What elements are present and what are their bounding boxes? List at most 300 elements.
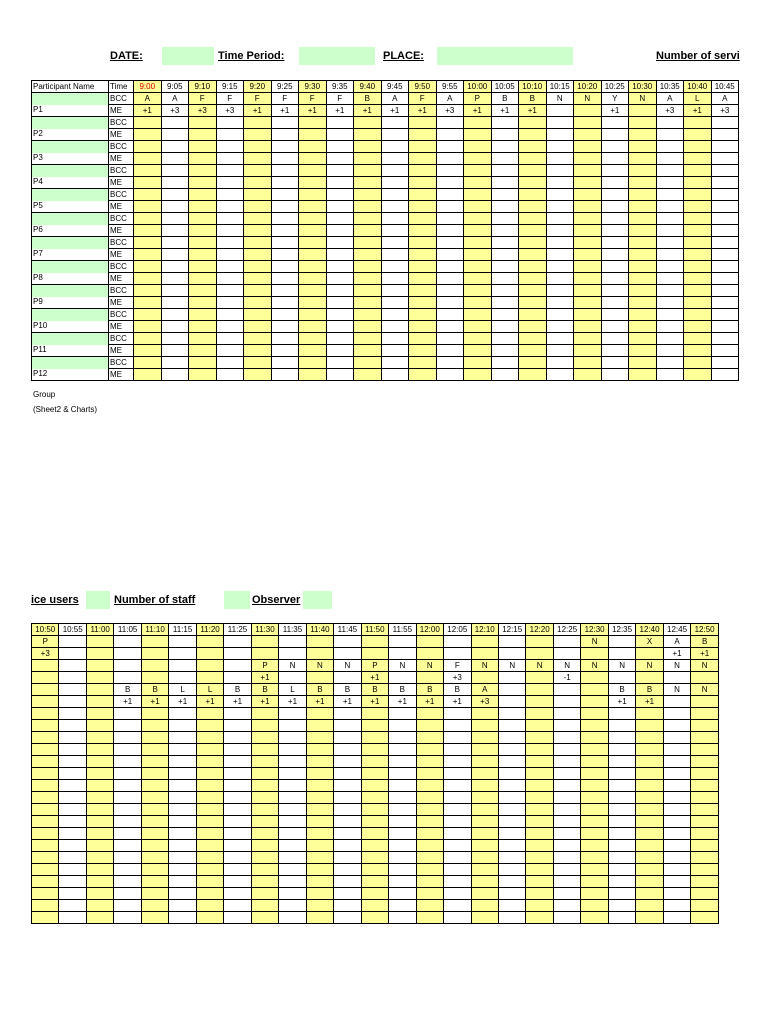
bcc-cell[interactable]: F bbox=[271, 93, 299, 105]
bcc-cell[interactable] bbox=[711, 165, 739, 177]
bcc-cell[interactable]: F bbox=[444, 660, 471, 672]
bcc-cell[interactable] bbox=[608, 636, 635, 648]
bcc-cell[interactable] bbox=[436, 285, 464, 297]
me-cell[interactable] bbox=[141, 912, 168, 924]
bcc-cell[interactable] bbox=[32, 780, 59, 792]
bcc-cell[interactable] bbox=[574, 213, 602, 225]
bcc-cell[interactable] bbox=[354, 165, 382, 177]
me-cell[interactable] bbox=[86, 744, 113, 756]
bcc-cell[interactable] bbox=[271, 261, 299, 273]
bcc-cell[interactable]: P bbox=[464, 93, 492, 105]
bcc-cell[interactable] bbox=[216, 309, 244, 321]
bcc-cell[interactable] bbox=[59, 852, 86, 864]
me-cell[interactable] bbox=[656, 297, 684, 309]
me-cell[interactable] bbox=[141, 720, 168, 732]
bcc-cell[interactable] bbox=[32, 876, 59, 888]
bcc-cell[interactable] bbox=[224, 876, 251, 888]
bcc-cell[interactable] bbox=[416, 636, 443, 648]
me-cell[interactable] bbox=[334, 672, 361, 684]
bcc-cell[interactable] bbox=[464, 117, 492, 129]
bcc-cell[interactable] bbox=[436, 309, 464, 321]
me-cell[interactable] bbox=[629, 225, 657, 237]
me-cell[interactable] bbox=[526, 888, 553, 900]
me-cell[interactable] bbox=[574, 345, 602, 357]
bcc-cell[interactable] bbox=[601, 285, 629, 297]
me-cell[interactable] bbox=[436, 345, 464, 357]
bcc-cell[interactable]: B bbox=[636, 684, 663, 696]
bcc-cell[interactable] bbox=[436, 165, 464, 177]
me-cell[interactable] bbox=[608, 648, 635, 660]
me-cell[interactable] bbox=[629, 273, 657, 285]
me-cell[interactable] bbox=[216, 273, 244, 285]
me-cell[interactable]: +1 bbox=[663, 648, 690, 660]
bcc-cell[interactable] bbox=[216, 285, 244, 297]
participant-name-input[interactable] bbox=[32, 333, 109, 345]
bcc-cell[interactable] bbox=[354, 189, 382, 201]
bcc-cell[interactable]: B bbox=[389, 684, 416, 696]
bcc-cell[interactable] bbox=[354, 213, 382, 225]
bcc-cell[interactable] bbox=[32, 708, 59, 720]
bcc-cell[interactable] bbox=[519, 165, 547, 177]
bcc-cell[interactable] bbox=[471, 876, 498, 888]
bcc-cell[interactable] bbox=[169, 900, 196, 912]
me-cell[interactable] bbox=[189, 321, 217, 333]
bcc-cell[interactable] bbox=[464, 333, 492, 345]
me-cell[interactable] bbox=[169, 768, 196, 780]
me-cell[interactable] bbox=[196, 672, 223, 684]
bcc-cell[interactable] bbox=[416, 756, 443, 768]
me-cell[interactable] bbox=[59, 888, 86, 900]
bcc-cell[interactable] bbox=[553, 636, 580, 648]
me-cell[interactable] bbox=[526, 720, 553, 732]
bcc-cell[interactable] bbox=[306, 876, 333, 888]
me-cell[interactable] bbox=[59, 768, 86, 780]
bcc-cell[interactable] bbox=[271, 213, 299, 225]
bcc-cell[interactable] bbox=[216, 117, 244, 129]
me-cell[interactable] bbox=[381, 249, 409, 261]
bcc-cell[interactable] bbox=[663, 780, 690, 792]
me-cell[interactable] bbox=[409, 321, 437, 333]
bcc-cell[interactable] bbox=[546, 357, 574, 369]
bcc-cell[interactable] bbox=[389, 780, 416, 792]
bcc-cell[interactable]: F bbox=[244, 93, 272, 105]
bcc-cell[interactable] bbox=[216, 261, 244, 273]
bcc-cell[interactable] bbox=[306, 756, 333, 768]
me-cell[interactable] bbox=[306, 672, 333, 684]
bcc-cell[interactable] bbox=[216, 141, 244, 153]
bcc-cell[interactable] bbox=[416, 732, 443, 744]
bcc-cell[interactable] bbox=[691, 732, 719, 744]
bcc-cell[interactable] bbox=[279, 852, 306, 864]
me-cell[interactable] bbox=[196, 648, 223, 660]
bcc-cell[interactable]: L bbox=[279, 684, 306, 696]
me-cell[interactable]: +1 bbox=[519, 105, 547, 117]
bcc-cell[interactable] bbox=[334, 876, 361, 888]
me-cell[interactable]: +1 bbox=[361, 672, 388, 684]
me-cell[interactable] bbox=[553, 792, 580, 804]
bcc-cell[interactable]: Y bbox=[601, 93, 629, 105]
bcc-cell[interactable] bbox=[381, 309, 409, 321]
bcc-cell[interactable]: B bbox=[416, 684, 443, 696]
me-cell[interactable] bbox=[546, 153, 574, 165]
me-cell[interactable] bbox=[161, 177, 189, 189]
me-cell[interactable] bbox=[189, 249, 217, 261]
me-cell[interactable] bbox=[196, 744, 223, 756]
participant-name-input[interactable] bbox=[32, 237, 109, 249]
me-cell[interactable] bbox=[546, 129, 574, 141]
bcc-cell[interactable]: B bbox=[361, 684, 388, 696]
bcc-cell[interactable] bbox=[381, 213, 409, 225]
me-cell[interactable] bbox=[306, 720, 333, 732]
me-cell[interactable] bbox=[519, 153, 547, 165]
me-cell[interactable] bbox=[444, 744, 471, 756]
bcc-cell[interactable] bbox=[498, 708, 525, 720]
me-cell[interactable] bbox=[354, 273, 382, 285]
me-cell[interactable] bbox=[224, 672, 251, 684]
bcc-cell[interactable] bbox=[59, 804, 86, 816]
me-cell[interactable] bbox=[546, 273, 574, 285]
bcc-cell[interactable] bbox=[601, 333, 629, 345]
me-cell[interactable] bbox=[32, 816, 59, 828]
me-cell[interactable] bbox=[546, 201, 574, 213]
bcc-cell[interactable] bbox=[519, 357, 547, 369]
bcc-cell[interactable] bbox=[114, 732, 141, 744]
bcc-cell[interactable] bbox=[244, 333, 272, 345]
me-cell[interactable] bbox=[409, 249, 437, 261]
me-cell[interactable] bbox=[526, 840, 553, 852]
bcc-cell[interactable] bbox=[86, 900, 113, 912]
me-cell[interactable] bbox=[134, 129, 162, 141]
bcc-cell[interactable] bbox=[361, 828, 388, 840]
bcc-cell[interactable] bbox=[444, 732, 471, 744]
me-cell[interactable] bbox=[629, 345, 657, 357]
bcc-cell[interactable] bbox=[608, 828, 635, 840]
bcc-cell[interactable] bbox=[141, 876, 168, 888]
me-cell[interactable] bbox=[86, 696, 113, 708]
bcc-cell[interactable] bbox=[691, 780, 719, 792]
me-cell[interactable] bbox=[381, 321, 409, 333]
me-cell[interactable] bbox=[189, 225, 217, 237]
me-cell[interactable] bbox=[629, 201, 657, 213]
bcc-cell[interactable] bbox=[251, 876, 278, 888]
bcc-cell[interactable] bbox=[546, 213, 574, 225]
bcc-cell[interactable] bbox=[574, 309, 602, 321]
bcc-cell[interactable]: B bbox=[519, 93, 547, 105]
me-cell[interactable] bbox=[306, 912, 333, 924]
me-cell[interactable] bbox=[361, 888, 388, 900]
me-cell[interactable] bbox=[601, 201, 629, 213]
place-field[interactable] bbox=[437, 47, 573, 65]
me-cell[interactable] bbox=[32, 792, 59, 804]
bcc-cell[interactable] bbox=[464, 309, 492, 321]
bcc-cell[interactable] bbox=[711, 309, 739, 321]
bcc-cell[interactable] bbox=[574, 261, 602, 273]
me-cell[interactable] bbox=[409, 297, 437, 309]
bcc-cell[interactable] bbox=[59, 708, 86, 720]
bcc-cell[interactable] bbox=[663, 852, 690, 864]
me-cell[interactable] bbox=[196, 888, 223, 900]
bcc-cell[interactable] bbox=[581, 828, 608, 840]
bcc-cell[interactable] bbox=[636, 804, 663, 816]
me-cell[interactable] bbox=[409, 369, 437, 381]
bcc-cell[interactable] bbox=[491, 309, 519, 321]
me-cell[interactable] bbox=[711, 201, 739, 213]
bcc-cell[interactable] bbox=[409, 261, 437, 273]
me-cell[interactable] bbox=[224, 768, 251, 780]
bcc-cell[interactable]: N bbox=[608, 660, 635, 672]
bcc-cell[interactable] bbox=[224, 804, 251, 816]
bcc-cell[interactable]: N bbox=[663, 660, 690, 672]
me-cell[interactable] bbox=[711, 249, 739, 261]
me-cell[interactable] bbox=[416, 888, 443, 900]
me-cell[interactable] bbox=[169, 672, 196, 684]
me-cell[interactable] bbox=[244, 153, 272, 165]
bcc-cell[interactable] bbox=[498, 780, 525, 792]
me-cell[interactable] bbox=[663, 888, 690, 900]
me-cell[interactable] bbox=[416, 792, 443, 804]
me-cell[interactable] bbox=[299, 129, 327, 141]
me-cell[interactable] bbox=[581, 768, 608, 780]
bcc-cell[interactable] bbox=[32, 852, 59, 864]
me-cell[interactable] bbox=[279, 744, 306, 756]
bcc-cell[interactable] bbox=[381, 357, 409, 369]
bcc-cell[interactable] bbox=[444, 708, 471, 720]
me-cell[interactable] bbox=[299, 321, 327, 333]
me-cell[interactable] bbox=[444, 888, 471, 900]
bcc-cell[interactable] bbox=[251, 756, 278, 768]
me-cell[interactable] bbox=[141, 768, 168, 780]
bcc-cell[interactable] bbox=[326, 333, 354, 345]
bcc-cell[interactable] bbox=[279, 828, 306, 840]
me-cell[interactable]: +3 bbox=[444, 672, 471, 684]
me-cell[interactable] bbox=[526, 768, 553, 780]
bcc-cell[interactable] bbox=[381, 237, 409, 249]
bcc-cell[interactable]: N bbox=[581, 636, 608, 648]
bcc-cell[interactable] bbox=[134, 141, 162, 153]
me-cell[interactable] bbox=[519, 129, 547, 141]
me-cell[interactable] bbox=[409, 129, 437, 141]
me-cell[interactable] bbox=[574, 153, 602, 165]
me-cell[interactable]: +1 bbox=[141, 696, 168, 708]
bcc-cell[interactable] bbox=[546, 309, 574, 321]
bcc-cell[interactable] bbox=[306, 852, 333, 864]
me-cell[interactable] bbox=[436, 153, 464, 165]
bcc-cell[interactable] bbox=[409, 357, 437, 369]
bcc-cell[interactable] bbox=[471, 732, 498, 744]
bcc-cell[interactable] bbox=[636, 828, 663, 840]
bcc-cell[interactable] bbox=[189, 237, 217, 249]
bcc-cell[interactable] bbox=[32, 756, 59, 768]
bcc-cell[interactable] bbox=[691, 708, 719, 720]
bcc-cell[interactable] bbox=[656, 309, 684, 321]
me-cell[interactable] bbox=[684, 321, 712, 333]
bcc-cell[interactable] bbox=[271, 165, 299, 177]
bcc-cell[interactable] bbox=[161, 333, 189, 345]
me-cell[interactable] bbox=[251, 864, 278, 876]
bcc-cell[interactable] bbox=[169, 852, 196, 864]
me-cell[interactable] bbox=[244, 369, 272, 381]
bcc-cell[interactable] bbox=[86, 876, 113, 888]
bcc-cell[interactable] bbox=[574, 285, 602, 297]
bcc-cell[interactable] bbox=[656, 117, 684, 129]
me-cell[interactable] bbox=[553, 744, 580, 756]
me-cell[interactable] bbox=[161, 249, 189, 261]
me-cell[interactable] bbox=[444, 648, 471, 660]
bcc-cell[interactable] bbox=[334, 732, 361, 744]
bcc-cell[interactable] bbox=[134, 261, 162, 273]
bcc-cell[interactable] bbox=[711, 261, 739, 273]
bcc-cell[interactable]: F bbox=[216, 93, 244, 105]
me-cell[interactable]: +1 bbox=[464, 105, 492, 117]
me-cell[interactable] bbox=[306, 816, 333, 828]
me-cell[interactable] bbox=[196, 792, 223, 804]
bcc-cell[interactable]: N bbox=[546, 93, 574, 105]
me-cell[interactable] bbox=[498, 864, 525, 876]
bcc-cell[interactable] bbox=[444, 780, 471, 792]
me-cell[interactable] bbox=[444, 768, 471, 780]
bcc-cell[interactable] bbox=[464, 189, 492, 201]
me-cell[interactable] bbox=[271, 129, 299, 141]
bcc-cell[interactable]: B bbox=[306, 684, 333, 696]
me-cell[interactable] bbox=[114, 888, 141, 900]
bcc-cell[interactable] bbox=[244, 261, 272, 273]
bcc-cell[interactable] bbox=[86, 780, 113, 792]
bcc-cell[interactable] bbox=[581, 780, 608, 792]
me-cell[interactable] bbox=[189, 177, 217, 189]
bcc-cell[interactable] bbox=[271, 309, 299, 321]
bcc-cell[interactable] bbox=[32, 828, 59, 840]
bcc-cell[interactable] bbox=[491, 213, 519, 225]
me-cell[interactable] bbox=[389, 840, 416, 852]
bcc-cell[interactable] bbox=[636, 756, 663, 768]
bcc-cell[interactable] bbox=[436, 261, 464, 273]
me-cell[interactable] bbox=[216, 201, 244, 213]
me-cell[interactable] bbox=[684, 249, 712, 261]
me-cell[interactable] bbox=[271, 345, 299, 357]
bcc-cell[interactable] bbox=[334, 780, 361, 792]
bcc-cell[interactable] bbox=[656, 261, 684, 273]
bcc-cell[interactable] bbox=[334, 852, 361, 864]
bcc-cell[interactable]: N bbox=[636, 660, 663, 672]
me-cell[interactable] bbox=[389, 720, 416, 732]
bcc-cell[interactable] bbox=[32, 900, 59, 912]
me-cell[interactable]: +3 bbox=[32, 648, 59, 660]
bcc-cell[interactable] bbox=[244, 141, 272, 153]
bcc-cell[interactable] bbox=[354, 237, 382, 249]
me-cell[interactable] bbox=[546, 177, 574, 189]
me-cell[interactable] bbox=[629, 129, 657, 141]
bcc-cell[interactable] bbox=[169, 804, 196, 816]
bcc-cell[interactable] bbox=[581, 732, 608, 744]
me-cell[interactable] bbox=[86, 768, 113, 780]
bcc-cell[interactable] bbox=[114, 828, 141, 840]
bcc-cell[interactable] bbox=[656, 165, 684, 177]
me-cell[interactable] bbox=[656, 321, 684, 333]
bcc-cell[interactable] bbox=[471, 780, 498, 792]
bcc-cell[interactable] bbox=[581, 804, 608, 816]
bcc-cell[interactable] bbox=[601, 237, 629, 249]
me-cell[interactable] bbox=[526, 864, 553, 876]
bcc-cell[interactable] bbox=[546, 117, 574, 129]
bcc-cell[interactable] bbox=[629, 189, 657, 201]
me-cell[interactable] bbox=[416, 768, 443, 780]
me-cell[interactable] bbox=[114, 792, 141, 804]
participant-name-input[interactable] bbox=[32, 189, 109, 201]
me-cell[interactable] bbox=[381, 297, 409, 309]
bcc-cell[interactable] bbox=[491, 333, 519, 345]
me-cell[interactable] bbox=[216, 129, 244, 141]
me-cell[interactable] bbox=[161, 153, 189, 165]
bcc-cell[interactable] bbox=[216, 333, 244, 345]
bcc-cell[interactable] bbox=[299, 333, 327, 345]
bcc-cell[interactable] bbox=[601, 213, 629, 225]
bcc-cell[interactable] bbox=[381, 333, 409, 345]
bcc-cell[interactable] bbox=[581, 684, 608, 696]
me-cell[interactable] bbox=[464, 273, 492, 285]
me-cell[interactable] bbox=[464, 249, 492, 261]
me-cell[interactable] bbox=[553, 888, 580, 900]
bcc-cell[interactable] bbox=[169, 708, 196, 720]
me-cell[interactable] bbox=[361, 744, 388, 756]
bcc-cell[interactable] bbox=[361, 852, 388, 864]
me-cell[interactable] bbox=[299, 297, 327, 309]
me-cell[interactable] bbox=[498, 768, 525, 780]
bcc-cell[interactable] bbox=[526, 636, 553, 648]
bcc-cell[interactable] bbox=[629, 285, 657, 297]
me-cell[interactable] bbox=[251, 816, 278, 828]
bcc-cell[interactable] bbox=[581, 852, 608, 864]
me-cell[interactable] bbox=[436, 225, 464, 237]
bcc-cell[interactable]: F bbox=[189, 93, 217, 105]
bcc-cell[interactable] bbox=[271, 141, 299, 153]
bcc-cell[interactable] bbox=[134, 333, 162, 345]
bcc-cell[interactable] bbox=[656, 189, 684, 201]
bcc-cell[interactable] bbox=[601, 141, 629, 153]
bcc-cell[interactable] bbox=[244, 357, 272, 369]
me-cell[interactable] bbox=[491, 249, 519, 261]
me-cell[interactable] bbox=[59, 648, 86, 660]
me-cell[interactable] bbox=[114, 720, 141, 732]
bcc-cell[interactable] bbox=[498, 636, 525, 648]
bcc-cell[interactable] bbox=[409, 189, 437, 201]
me-cell[interactable] bbox=[334, 864, 361, 876]
me-cell[interactable] bbox=[436, 129, 464, 141]
bcc-cell[interactable] bbox=[526, 780, 553, 792]
bcc-cell[interactable] bbox=[636, 708, 663, 720]
me-cell[interactable] bbox=[224, 648, 251, 660]
me-cell[interactable] bbox=[581, 672, 608, 684]
bcc-cell[interactable] bbox=[354, 141, 382, 153]
me-cell[interactable] bbox=[216, 321, 244, 333]
participant-name-input[interactable] bbox=[32, 309, 109, 321]
bcc-cell[interactable] bbox=[114, 900, 141, 912]
me-cell[interactable] bbox=[169, 648, 196, 660]
me-cell[interactable] bbox=[381, 177, 409, 189]
bcc-cell[interactable] bbox=[279, 804, 306, 816]
bcc-cell[interactable] bbox=[381, 165, 409, 177]
me-cell[interactable] bbox=[169, 744, 196, 756]
bcc-cell[interactable] bbox=[169, 828, 196, 840]
me-cell[interactable] bbox=[601, 249, 629, 261]
bcc-cell[interactable] bbox=[306, 804, 333, 816]
bcc-cell[interactable] bbox=[553, 756, 580, 768]
bcc-cell[interactable] bbox=[299, 141, 327, 153]
bcc-cell[interactable] bbox=[381, 117, 409, 129]
me-cell[interactable] bbox=[279, 720, 306, 732]
bcc-cell[interactable] bbox=[546, 285, 574, 297]
bcc-cell[interactable] bbox=[409, 165, 437, 177]
me-cell[interactable] bbox=[629, 297, 657, 309]
